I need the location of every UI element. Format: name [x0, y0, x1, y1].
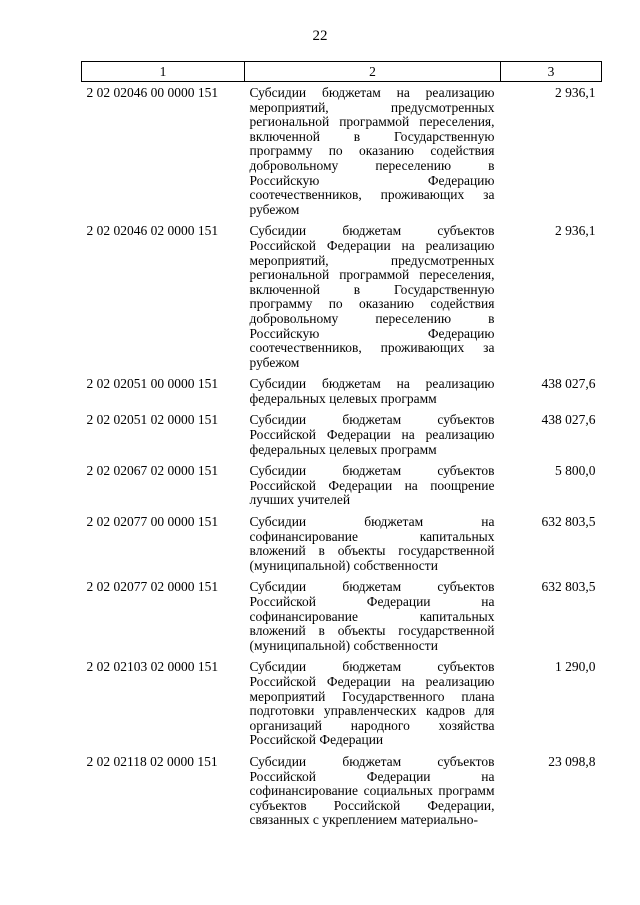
revenue-description: Субсидии бюджетам субъектов Российской Федерации на реализацию мероприятий Государственного плана подготовки управленческих кадров для организаций народного хозяйства Российской Федерации — [249, 659, 495, 748]
amount: 2 936,1 — [555, 223, 596, 239]
amount: 2 936,1 — [555, 85, 596, 100]
budget-code: 2 02 02077 00 0000 151 — [86, 514, 219, 530]
revenue-description: Субсидии бюджетам на реализацию мероприятий, предусмотренных региональной программой переселения, включенной в Государственную программу по оказанию содействия добровольному переселению в Российскую Федерацию соотечественников, проживающих за рубежом — [249, 85, 495, 217]
budget-code: 2 02 02046 02 0000 151 — [86, 223, 219, 239]
revenue-description: Субсидии бюджетам субъектов Российской Федерации на поощрение лучших учителей — [249, 463, 495, 508]
amount: 23 098,8 — [548, 753, 596, 769]
budget-table — [81, 61, 602, 834]
table-header-row — [82, 62, 602, 82]
budget-code: 2 02 02118 02 0000 151 — [86, 753, 218, 769]
table-row — [82, 579, 602, 659]
column-header-code: 1 — [82, 62, 245, 82]
table-row — [82, 82, 602, 224]
table-row — [82, 223, 602, 376]
amount: 5 800,0 — [555, 463, 596, 479]
table-row — [82, 463, 602, 514]
amount: 1 290,0 — [555, 659, 596, 675]
amount: 632 803,5 — [541, 514, 596, 530]
revenue-description: Субсидии бюджетам на реализацию федеральных целевых программ — [249, 376, 495, 406]
table-row — [82, 412, 602, 463]
column-header-amount: 3 — [501, 62, 602, 82]
revenue-description: Субсидии бюджетам субъектов Российской Федерации на софинансирование капитальных вложений в объекты государственной (муниципальной) собственности — [249, 579, 495, 653]
table-row — [82, 376, 602, 412]
budget-code: 2 02 02051 02 0000 151 — [86, 412, 219, 428]
revenue-description: Субсидии бюджетам субъектов Российской Федерации на реализацию федеральных целевых программ — [249, 412, 495, 457]
budget-code: 2 02 02046 00 0000 151 — [86, 85, 219, 100]
amount: 438 027,6 — [541, 376, 596, 392]
revenue-description: Субсидии бюджетам субъектов Российской Федерации на софинансирование социальных программ субъектов Российской Федерации, связанных с укреплением материально- — [249, 753, 495, 828]
amount: 632 803,5 — [541, 579, 596, 595]
table-row — [82, 659, 602, 754]
revenue-description: Субсидии бюджетам на софинансирование капитальных вложений в объекты государственной (муниципальной) собственности — [249, 514, 495, 573]
column-header-name: 2 — [245, 62, 501, 82]
budget-code: 2 02 02103 02 0000 151 — [86, 659, 219, 675]
budget-code: 2 02 02077 02 0000 151 — [86, 579, 219, 595]
budget-code: 2 02 02051 00 0000 151 — [86, 376, 219, 392]
table-row — [82, 754, 602, 834]
table-row — [82, 514, 602, 579]
page-number: 22 — [312, 28, 328, 44]
amount: 438 027,6 — [541, 412, 596, 428]
revenue-description: Субсидии бюджетам субъектов Российской Федерации на реализацию мероприятий, предусмотренных региональной программой переселения, включенной в Государственную программу по оказанию содействия добровольному переселению в Российскую Федерацию соотечественников, проживающих за рубежом — [249, 223, 495, 370]
budget-code: 2 02 02067 02 0000 151 — [86, 463, 219, 479]
